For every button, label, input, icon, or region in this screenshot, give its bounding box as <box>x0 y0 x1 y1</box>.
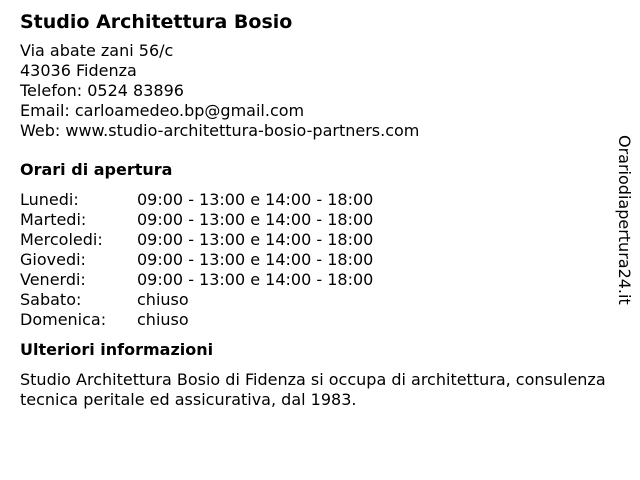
hours-time: 09:00 - 13:00 e 14:00 - 18:00 <box>137 270 374 289</box>
hours-time: chiuso <box>137 310 189 329</box>
email-line: Email: carloamedeo.bp@gmail.com <box>20 101 305 120</box>
hours-day: Martedi: <box>20 210 87 229</box>
hours-time: 09:00 - 13:00 e 14:00 - 18:00 <box>137 250 374 269</box>
web-line: Web: www.studio-architettura-bosio-partners.com <box>20 121 420 140</box>
hours-time: chiuso <box>137 290 189 309</box>
hours-time: 09:00 - 13:00 e 14:00 - 18:00 <box>137 190 374 209</box>
hours-heading: Orari di apertura <box>20 160 173 179</box>
phone-line: Telefon: 0524 83896 <box>20 81 184 100</box>
hours-row <box>20 310 373 330</box>
address-line-1: Via abate zani 56/c <box>20 41 174 60</box>
hours-day: Giovedi: <box>20 250 86 269</box>
hours-row <box>20 270 373 290</box>
hours-time: 09:00 - 13:00 e 14:00 - 18:00 <box>137 230 374 249</box>
hours-day: Domenica: <box>20 310 107 329</box>
address-line-2: 43036 Fidenza <box>20 61 137 80</box>
hours-day: Mercoledi: <box>20 230 103 249</box>
info-heading: Ulteriori informazioni <box>20 340 214 359</box>
business-description: Studio Architettura Bosio di Fidenza si occupa di architettura, consulenza tecnica peritale ed assicurativa, dal 1983. <box>20 370 606 409</box>
business-name: Studio Architettura Bosio <box>20 11 293 33</box>
opening-hours-table <box>20 190 373 330</box>
site-watermark: Orariodiapertura24.it <box>615 135 634 305</box>
hours-row <box>20 230 373 250</box>
hours-time: 09:00 - 13:00 e 14:00 - 18:00 <box>137 210 374 229</box>
hours-row <box>20 250 373 270</box>
hours-day: Sabato: <box>20 290 82 309</box>
business-card <box>20 10 620 410</box>
hours-row <box>20 210 373 230</box>
hours-day: Venerdi: <box>20 270 86 289</box>
hours-row <box>20 290 373 310</box>
hours-day: Lunedi: <box>20 190 79 209</box>
hours-row <box>20 190 373 210</box>
